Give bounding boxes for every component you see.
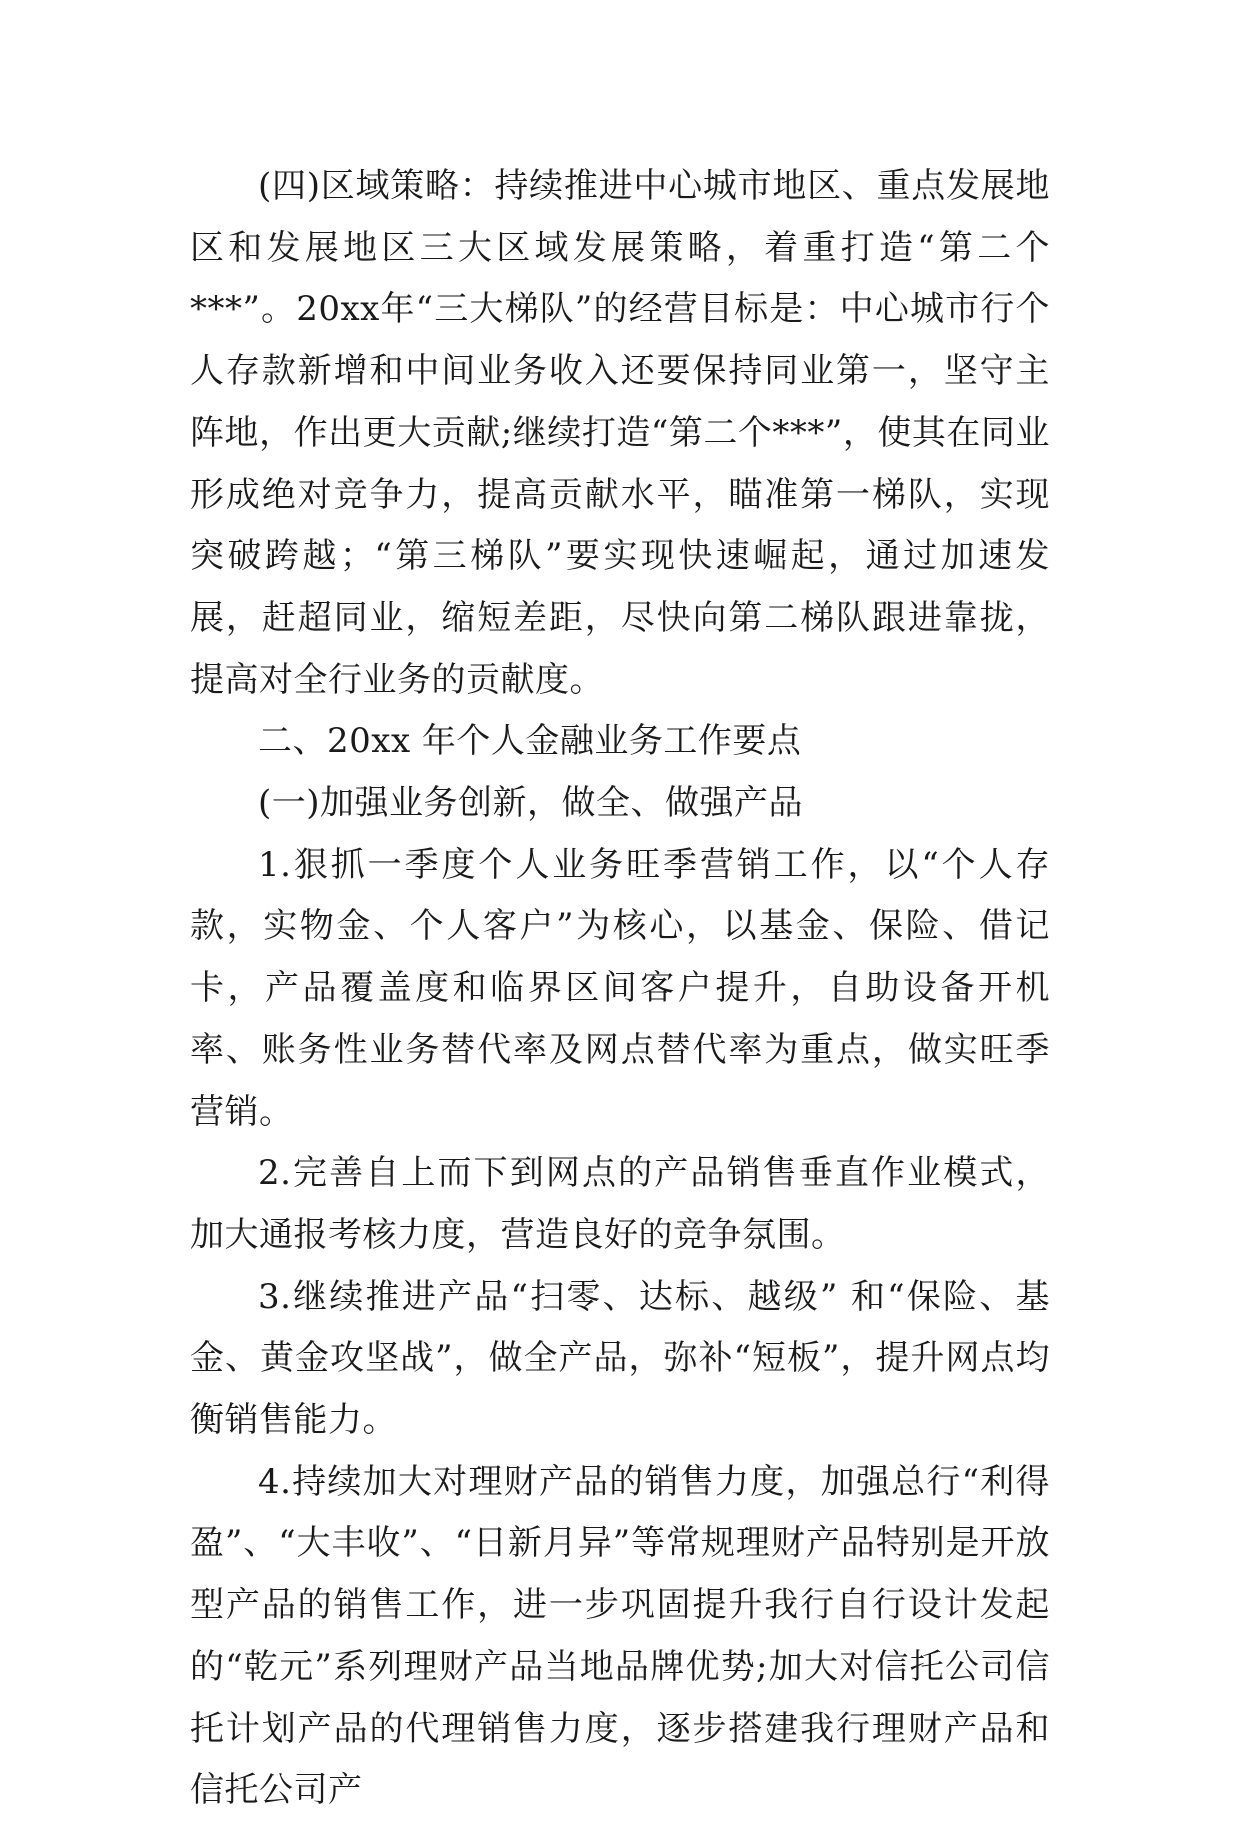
paragraph-regional-strategy: (四)区域策略：持续推进中心城市地区、重点发展地区和发展地区三大区域发展策略，着重打造“第二个***”。20xx年“三大梯队”的经营目标是：中心城市行个人存款新增和中间业务收入还要保持同业第一，坚守主阵地，作出更大贡献;继续打造“第二个***”，使其在同业形成绝对竞争力，提高贡献水平，瞄准第一梯队，实现突破跨越；“第三梯队”要实现快速崛起，通过加速发展，赶超同业，缩短差距，尽快向第二梯队跟进靠拢，提高对全行业务的贡献度。 [190,166,1050,700]
document-body [190,156,1050,1822]
paragraph-item-4: 4.持续加大对理财产品的销售力度，加强总行“利得盈”、“大丰收”、“日新月异”等常规理财产品特别是开放型产品的销售工作，进一步巩固提升我行自行设计发起的“乾元”系列理财产品当地品牌优势;加大对信托公司信托计划产品的代理销售力度，逐步搭建我行理财产品和信托公司产 [190,1461,1050,1811]
paragraph-item-2: 2.完善自上而下到网点的产品销售垂直作业模式，加大通报考核力度，营造良好的竞争氛围。 [190,1153,1050,1255]
paragraph-item-1: 1.狠抓一季度个人业务旺季营销工作，以“个人存款，实物金、个人客户”为核心，以基金、保险、借记卡，产品覆盖度和临界区间客户提升，自助设备开机率、账务性业务替代率及网点替代率为重点，做实旺季营销。 [190,844,1050,1132]
paragraph-item-3: 3.继续推进产品“扫零、达标、越级” 和“保险、基金、黄金攻坚战”，做全产品，弥补“短板”，提升网点均衡销售能力。 [190,1276,1050,1441]
section-heading-work-points: 二、20xx 年个人金融业务工作要点 [258,721,802,762]
subsection-heading-innovation: (一)加强业务创新，做全、做强产品 [258,783,804,824]
